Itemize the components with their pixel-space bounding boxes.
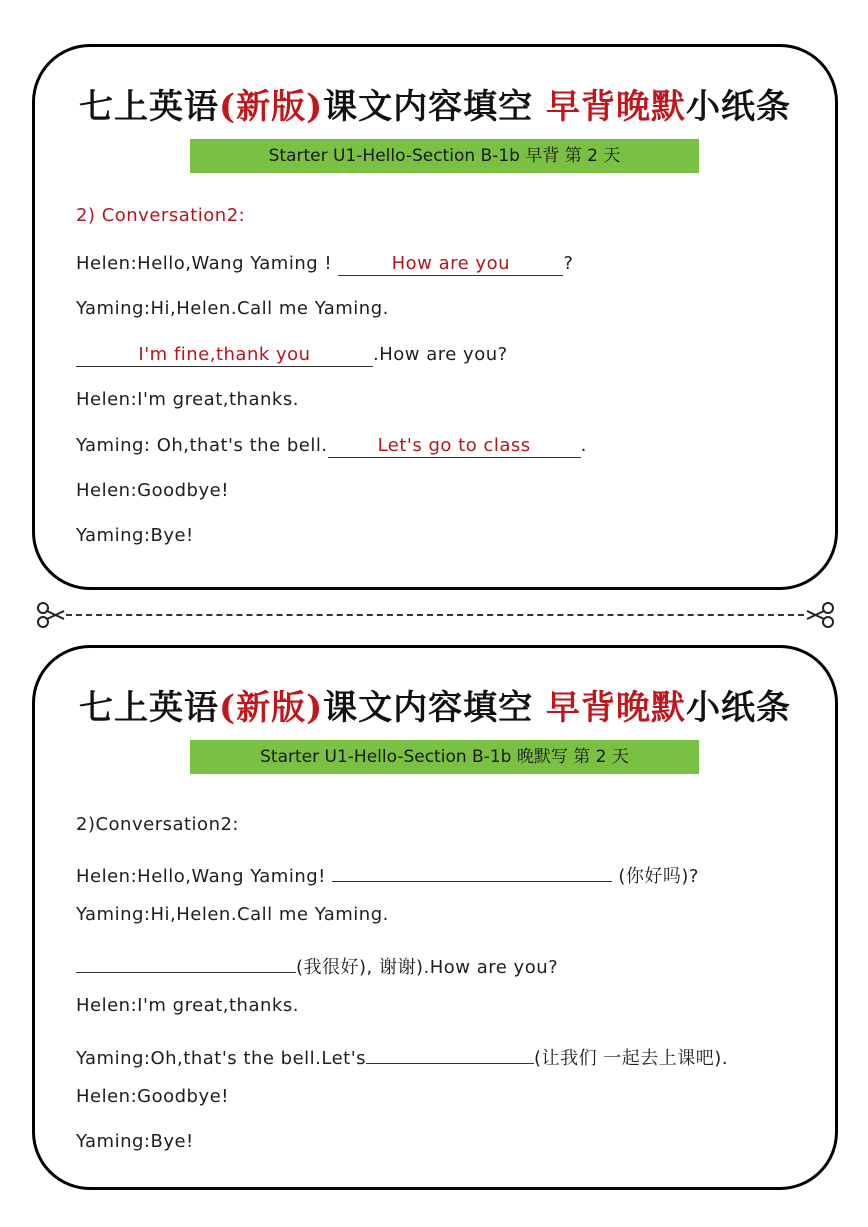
- line-text: Helen:Hello,Wang Yaming!: [76, 866, 333, 887]
- scissors-icon: [806, 600, 836, 630]
- line-text: Yaming:Oh,that's the bell.Let's: [76, 1048, 367, 1069]
- dialogue-line: Helen:I'm great,thanks.: [76, 995, 299, 1016]
- dialogue-line: Helen:Goodbye!: [76, 480, 229, 501]
- answer-blank: [366, 1041, 534, 1064]
- line-text: ?: [563, 253, 574, 274]
- answer-blank: I'm fine,thank you: [76, 344, 373, 367]
- answer-blank: How are you: [338, 253, 563, 276]
- title-red-text: (新版): [218, 87, 324, 127]
- title-text: 课文内容填空: [323, 688, 547, 728]
- card-title: [35, 680, 835, 729]
- cut-line: [66, 614, 804, 616]
- title-text: 课文内容填空: [323, 87, 547, 127]
- morning-card: [32, 44, 838, 590]
- line-text: Helen:Hello,Wang Yaming !: [76, 253, 339, 274]
- answer-blank: [332, 859, 612, 882]
- title-text: 小纸条: [686, 87, 792, 127]
- dialogue-line: [76, 435, 587, 458]
- title-text: 七上英语: [78, 87, 219, 127]
- dialogue-line: [76, 950, 558, 979]
- answer-blank: Let's go to class: [328, 435, 581, 458]
- title-red-text: 早背晚默: [546, 87, 687, 127]
- line-text: Yaming: Oh,that's the bell.: [76, 435, 328, 456]
- dialogue-line: Helen:Goodbye!: [76, 1086, 229, 1107]
- section-heading: 2)Conversation2:: [76, 814, 239, 835]
- line-text: (我很好), 谢谢).How are you?: [296, 957, 559, 978]
- dialogue-line: Yaming:Bye!: [76, 1131, 194, 1152]
- dialogue-line: [76, 859, 699, 888]
- line-text: (让我们 一起去上课吧).: [534, 1048, 729, 1069]
- line-text: .How are you?: [373, 344, 508, 365]
- line-text: .: [580, 435, 587, 456]
- lesson-banner: Starter U1-Hello-Section B-1b 晚默写 第 2 天: [190, 740, 699, 774]
- dialogue-line: [76, 344, 508, 367]
- title-text: 小纸条: [686, 688, 792, 728]
- title-text: 七上英语: [78, 688, 219, 728]
- dialogue-line: Yaming:Hi,Helen.Call me Yaming.: [76, 298, 389, 319]
- dialogue-line: [76, 253, 573, 276]
- evening-card: [32, 645, 838, 1190]
- dialogue-line: [76, 1041, 728, 1070]
- title-red-text: (新版): [218, 688, 324, 728]
- dialogue-line: Yaming:Hi,Helen.Call me Yaming.: [76, 904, 389, 925]
- title-red-text: 早背晚默: [546, 688, 687, 728]
- card-title: [35, 79, 835, 128]
- section-heading: 2) Conversation2:: [76, 205, 246, 226]
- dialogue-line: Helen:I'm great,thanks.: [76, 389, 299, 410]
- lesson-banner: Starter U1-Hello-Section B-1b 早背 第 2 天: [190, 139, 699, 173]
- answer-blank: [76, 950, 296, 973]
- dialogue-line: Yaming:Bye!: [76, 525, 194, 546]
- line-text: (你好吗)?: [612, 866, 699, 887]
- scissors-icon: [35, 600, 65, 630]
